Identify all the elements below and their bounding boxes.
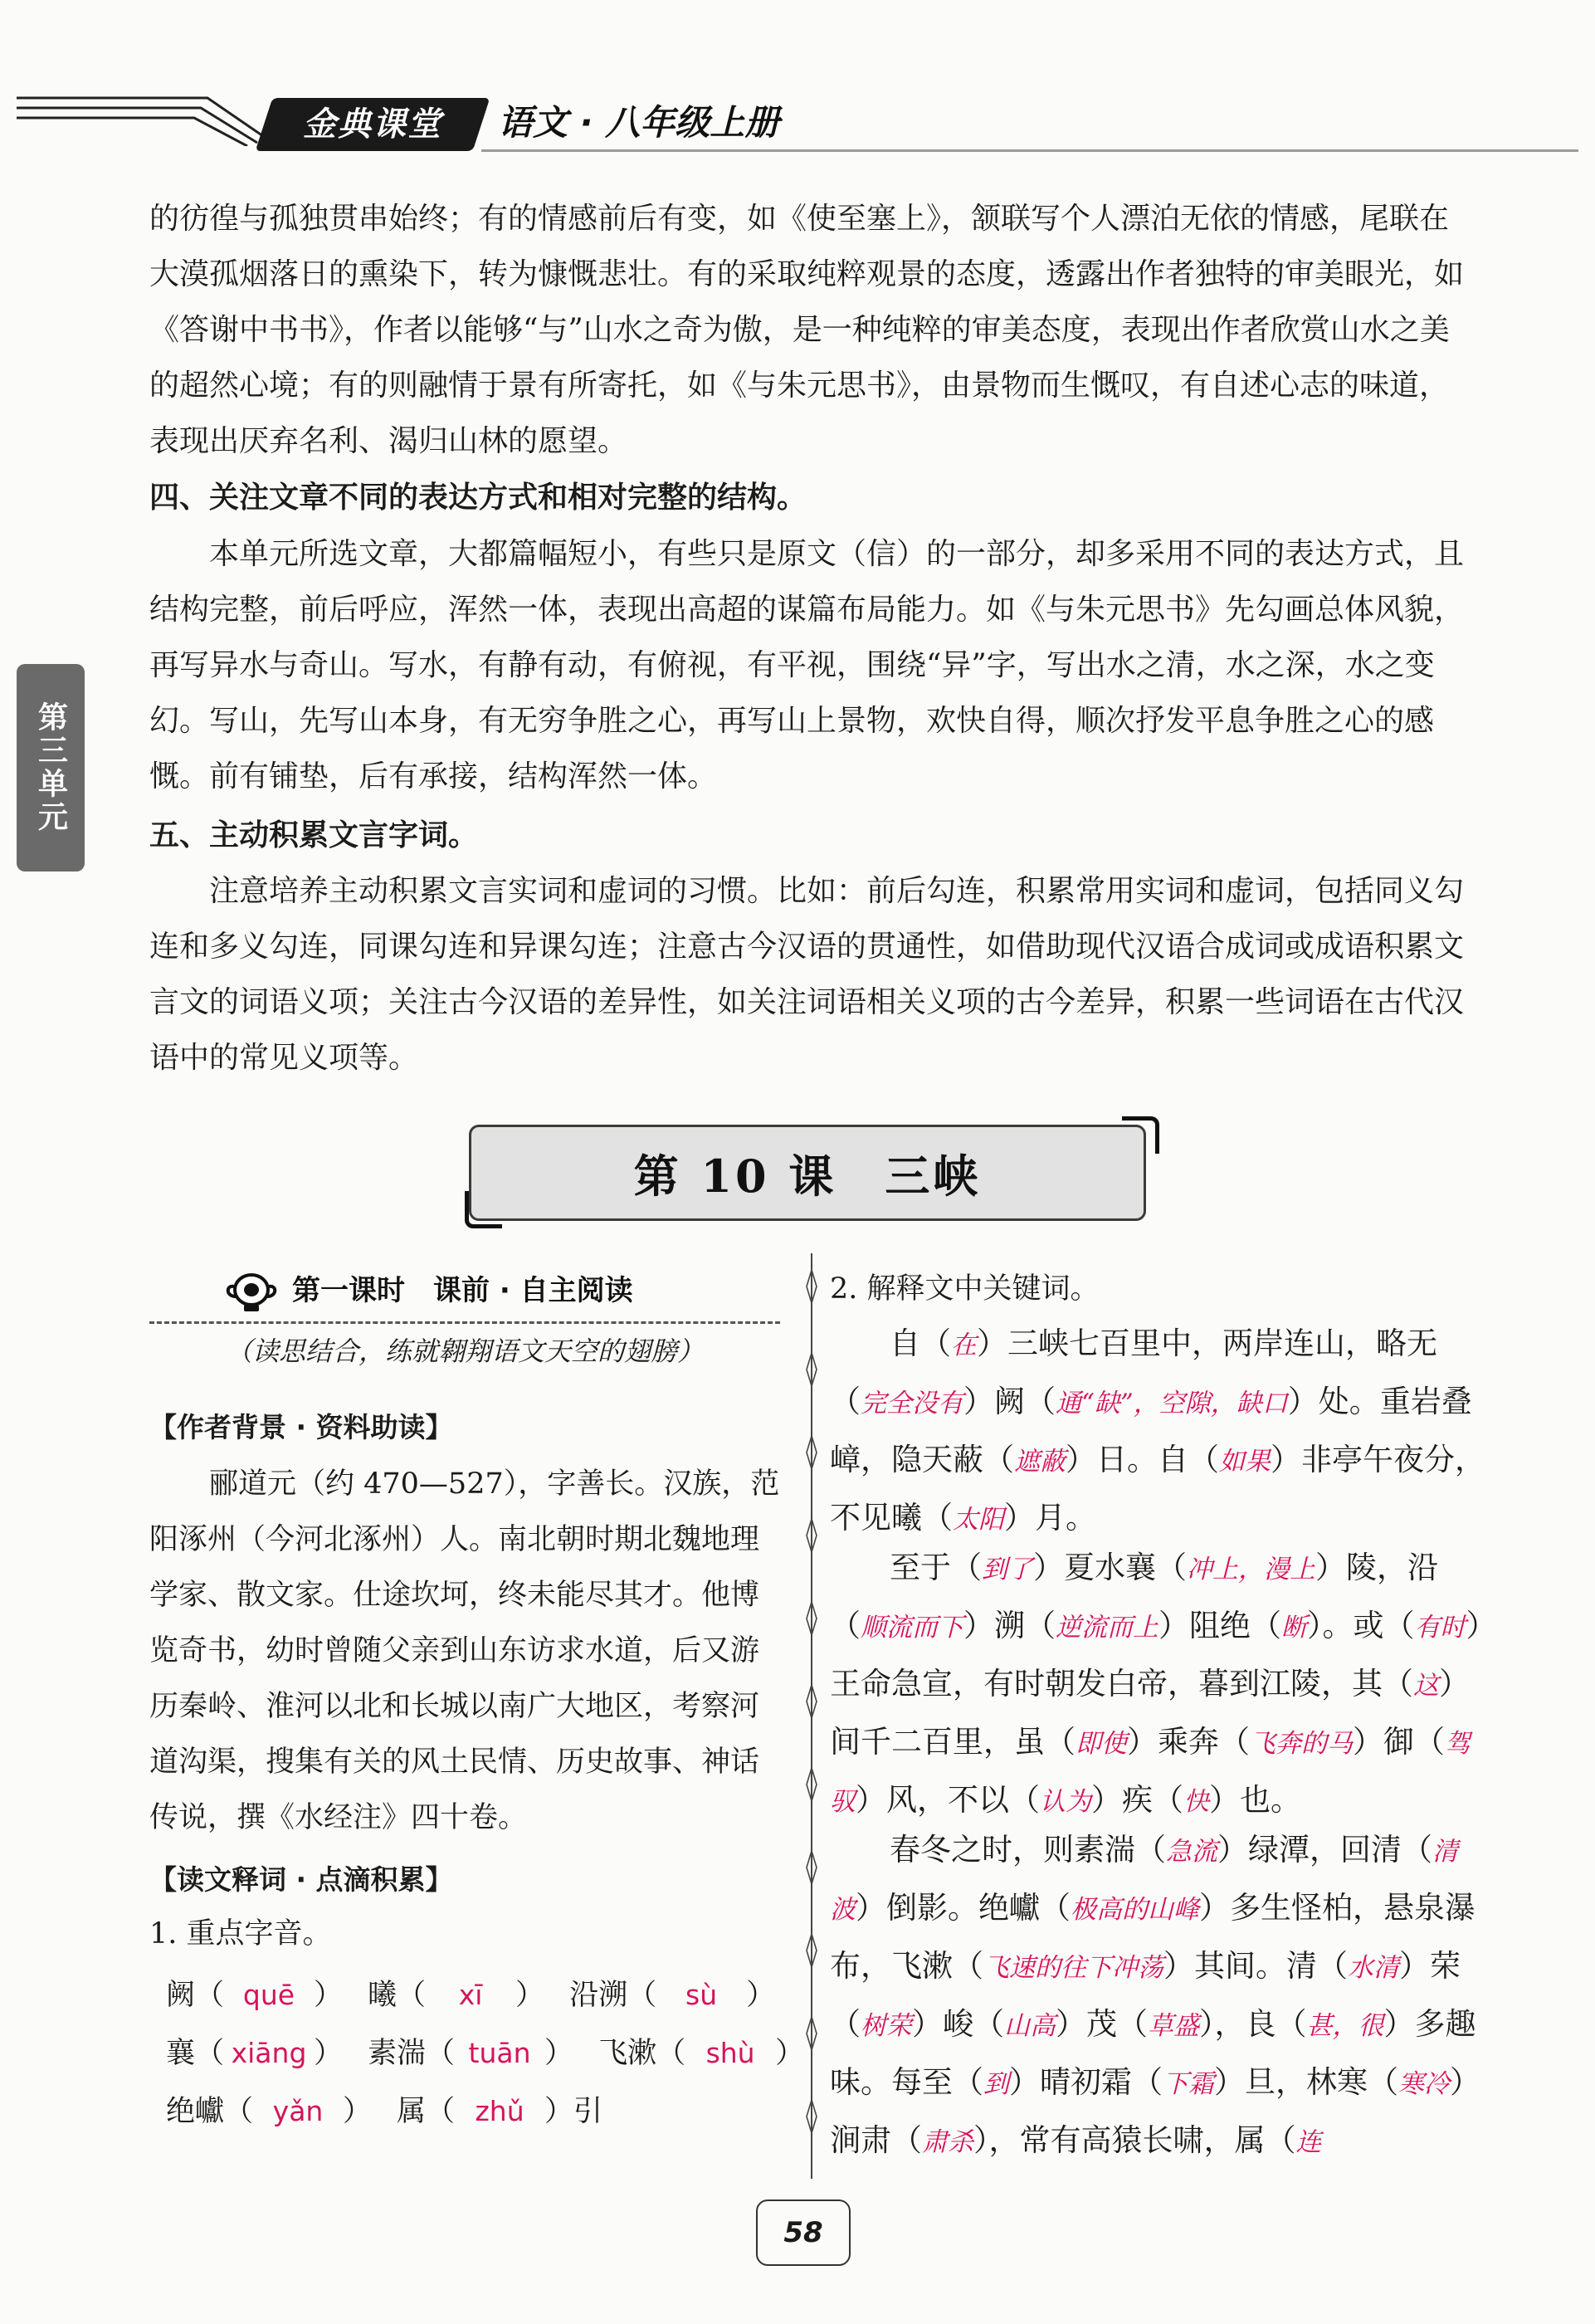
source-text: ）多生怪柏，悬泉瀑布，飞漱（ xyxy=(830,1890,1475,1984)
source-text: ）涧肃（ xyxy=(830,2064,1480,2158)
source-text: ）倒影。绝巘（ xyxy=(856,1890,1071,1926)
pinyin-answer: quē xyxy=(242,1979,295,2011)
answer-annotation: 树荣 xyxy=(861,2011,912,2041)
source-text: ）风，不以（ xyxy=(856,1782,1040,1818)
answer-annotation: 快 xyxy=(1183,1787,1209,1817)
answer-annotation: 有时 xyxy=(1414,1613,1466,1643)
answer-annotation: 冲上，漫上 xyxy=(1187,1555,1315,1584)
pinyin-answer: shù xyxy=(705,2037,755,2069)
answer-annotation: 到了 xyxy=(982,1555,1033,1584)
lesson-title: 第 10 课 三峡 xyxy=(469,1125,1146,1221)
pinyin-row xyxy=(166,2025,829,2082)
vocabulary-label: 【读文释词 · 点滴积累】 xyxy=(149,1863,453,1896)
motto: （读思结合，练就翱翔语文天空的翅膀） xyxy=(225,1335,704,1367)
answer-annotation: 甚，很 xyxy=(1306,2011,1384,2041)
pinyin-close: ） xyxy=(314,2037,344,2070)
pinyin-answer: sù xyxy=(685,1979,718,2011)
source-text: ）旦，林寒（ xyxy=(1214,2064,1398,2100)
page-number: 58 xyxy=(756,2200,851,2266)
source-text: ）。或（ xyxy=(1307,1608,1415,1643)
explanation-paragraph xyxy=(830,1822,1485,2170)
answer-annotation: 如果 xyxy=(1219,1447,1271,1477)
brand-name: 金典课堂 xyxy=(303,105,442,144)
answer-annotation: 水清 xyxy=(1348,1953,1399,1983)
answer-annotation: 肃杀 xyxy=(922,2127,973,2157)
source-text: ）王命急宣，有时朝发白帝，暮到江陵，其（ xyxy=(830,1608,1481,1702)
pinyin-close: ） xyxy=(343,2095,373,2128)
answer-annotation: 逆流而上 xyxy=(1056,1613,1158,1643)
source-text: ）峻（ xyxy=(912,2006,1004,2042)
source-text: ）夏水襄（ xyxy=(1033,1550,1187,1585)
author-background-label: 【作者背景 · 资料助读】 xyxy=(149,1411,453,1443)
source-text: ）月。 xyxy=(1004,1500,1096,1536)
pinyin-character: 阙（ xyxy=(166,1979,225,2012)
source-text: ），常有高猿长啸，属（ xyxy=(973,2122,1296,2158)
source-text: ）绿潭，回清（ xyxy=(1217,1832,1432,1868)
pinyin-close: ） xyxy=(515,1979,545,2012)
answer-annotation: 完全没有 xyxy=(861,1389,963,1418)
pinyin-close: ）引 xyxy=(544,2095,603,2128)
section-4-text: 本单元所选文章，大都篇幅短小，有些只是原文（信）的一部分，却多采用不同的表达方式，且结构完整，前后呼应，浑然一体，表现出高超的谋篇布局能力。如《与朱元思书》先勾画总体风貌，再写异水与奇山。写水，有静有动，有俯视，有平视，围绕“异”字，写出水之清，水之深，水之变幻。写山，先写山本身，有无穷争胜之心，再写山上景物，欢快自得，顺次抒发平息争胜之心的感慨。前有铺垫，后有承接，结构浑然一体。 xyxy=(149,537,1465,793)
source-text: ）间千二百里，虽（ xyxy=(830,1666,1470,1760)
source-text: ）也。 xyxy=(1209,1782,1301,1818)
title-corner-decor xyxy=(1122,1116,1159,1154)
source-text: ）其间。清（ xyxy=(1163,1948,1348,1984)
book-subject: 语文 · 八年级上册 xyxy=(498,102,780,143)
source-text: ）乘奔（ xyxy=(1127,1724,1250,1760)
source-text: ）三峡七百里中，两岸连山，略无（ xyxy=(830,1326,1437,1419)
section-5-heading: 五、主动积累文言字词。 xyxy=(149,818,479,852)
answer-annotation: 驾驭 xyxy=(830,1729,1471,1817)
source-text: ）御（ xyxy=(1353,1724,1445,1760)
source-text: ）疾（ xyxy=(1091,1782,1183,1818)
source-text: ）荣（ xyxy=(830,1948,1461,2042)
source-text: ）非亭午夜分，不见曦（ xyxy=(830,1442,1485,1536)
pinyin-item xyxy=(598,2025,804,2082)
pinyin-item xyxy=(166,2083,372,2140)
source-text: ）陵，沿（ xyxy=(830,1550,1438,1643)
pinyin-character: 沿溯（ xyxy=(569,1979,657,2012)
answer-annotation: 顺流而下 xyxy=(861,1613,963,1643)
pinyin-item xyxy=(368,2025,573,2082)
pinyin-answer: zhǔ xyxy=(475,2095,524,2127)
source-text: ）溯（ xyxy=(963,1608,1056,1643)
answer-annotation: 连 xyxy=(1295,2127,1322,2157)
title-corner-decor xyxy=(465,1191,502,1228)
pinyin-item xyxy=(368,1967,544,2024)
pinyin-answer: xiāng xyxy=(231,2037,307,2069)
answer-annotation: 飞速的往下冲荡 xyxy=(983,1953,1163,1983)
pinyin-item xyxy=(166,1967,343,2024)
pinyin-answer: yǎn xyxy=(272,2095,324,2127)
answer-annotation: 到 xyxy=(983,2069,1009,2099)
pinyin-answer: tuān xyxy=(468,2037,531,2069)
answer-annotation: 太阳 xyxy=(953,1505,1004,1535)
pinyin-row xyxy=(166,2083,627,2140)
pinyin-close: ） xyxy=(544,2037,574,2070)
lecture-heading: 第一课时 课前 · 自主阅读 xyxy=(292,1274,633,1307)
unit-side-tab: 第三单元 xyxy=(17,664,85,872)
answer-annotation: 通“缺”，空隙，缺口 xyxy=(1056,1389,1288,1418)
explanation-paragraph xyxy=(830,1540,1485,1830)
brand-badge xyxy=(256,98,490,151)
answer-annotation: 遮蔽 xyxy=(1014,1447,1066,1477)
source-text: ）阙（ xyxy=(963,1384,1056,1419)
trophy-icon xyxy=(224,1272,279,1313)
source-text: 自（ xyxy=(890,1326,951,1361)
question-1: 1. 重点字音。 xyxy=(149,1917,332,1950)
answer-annotation: 在 xyxy=(951,1330,977,1360)
pinyin-character: 曦（ xyxy=(368,1979,427,2012)
source-text: ），良（ xyxy=(1199,2006,1307,2042)
pinyin-item xyxy=(397,2083,602,2140)
dashed-rule xyxy=(149,1321,780,1324)
source-text: ）多趣味。每至（ xyxy=(830,2006,1476,2100)
pinyin-close: ） xyxy=(746,1979,776,2012)
section-5-text: 注意培养主动积累文言实词和虚词的习惯。比如：前后勾连，积累常用实词和虚词，包括同义勾连和多义勾连，同课勾连和异课勾连；注意古今汉语的贯通性，如借助现代汉语合成词或成语积累文言文的词语义项；关注古今汉语的差异性，如关注词语相关义项的古今差异，积累一些词语在古代汉语中的常见义项等。 xyxy=(149,874,1465,1075)
section-4-heading: 四、关注文章不同的表达方式和相对完整的结构。 xyxy=(149,481,807,515)
source-text: ）处。重岩叠嶂，隐天蔽（ xyxy=(830,1384,1472,1477)
pinyin-character: 属（ xyxy=(397,2095,456,2128)
source-text: 春冬之时，则素湍（ xyxy=(890,1832,1166,1868)
source-text: ）阻绝（ xyxy=(1158,1608,1281,1643)
pinyin-item xyxy=(166,2025,343,2082)
answer-annotation: 即使 xyxy=(1076,1729,1127,1759)
pinyin-character: 素湍（ xyxy=(368,2037,456,2070)
author-background-text: 郦道元（约 470—527），字善长。汉族，范阳涿州（今河北涿州）人。南北朝时期北魏地理学家、散文家。仕途坎坷，终未能尽其才。他博览奇书，幼时曾随父亲到山东访求水道，后又游历秦岭、淮河以北和长城以南广大地区，考察河道沟渠，搜集有关的风土民情、历史故事、神话传说，撰《水经注》四十卷。 xyxy=(149,1467,780,1834)
answer-annotation: 极高的山峰 xyxy=(1071,1895,1199,1925)
answer-annotation: 清波 xyxy=(830,1837,1458,1925)
answer-annotation: 断 xyxy=(1281,1613,1307,1643)
pinyin-close: ） xyxy=(775,2037,805,2070)
pinyin-row xyxy=(166,1967,800,2024)
pinyin-close: ） xyxy=(314,1979,344,2012)
explanation-paragraph xyxy=(830,1316,1485,1548)
question-2: 2. 解释文中关键词。 xyxy=(830,1272,1100,1306)
answer-annotation: 这 xyxy=(1413,1671,1439,1701)
source-text: ）日。自（ xyxy=(1066,1442,1219,1477)
answer-annotation: 山高 xyxy=(1004,2011,1056,2041)
source-text: ）茂（ xyxy=(1056,2006,1148,2042)
header-decor-lines xyxy=(17,88,282,146)
pinyin-character: 襄（ xyxy=(166,2037,225,2070)
answer-annotation: 急流 xyxy=(1166,1837,1217,1867)
header-rule xyxy=(481,149,1578,152)
pinyin-item xyxy=(569,1967,775,2024)
pinyin-character: 绝巘（ xyxy=(166,2095,254,2128)
answer-annotation: 寒冷 xyxy=(1398,2069,1450,2099)
answer-annotation: 认为 xyxy=(1040,1787,1091,1817)
intro-paragraph: 的彷徨与孤独贯串始终；有的情感前后有变，如《使至塞上》，颔联写个人漂泊无依的情感，尾联在大漠孤烟落日的熏染下，转为慷慨悲壮。有的采取纯粹观景的态度，透露出作者独特的审美眼光，如《答谢中书书》，作者以能够“与”山水之奇为傲，是一种纯粹的审美态度，表现出作者欣赏山水之美的超然心境；有的则融情于景有所寄托，如《与朱元思书》，由景物而生慨叹，有自述心志的味道，表现出厌弃名利、渴归山林的愿望。 xyxy=(149,202,1465,458)
pinyin-answer: xī xyxy=(458,1979,483,2011)
answer-annotation: 下霜 xyxy=(1163,2069,1214,2099)
pinyin-character: 飞漱（ xyxy=(598,2037,686,2070)
answer-annotation: 飞奔的马 xyxy=(1250,1729,1353,1759)
answer-annotation: 草盛 xyxy=(1148,2011,1199,2041)
source-text: 至于（ xyxy=(890,1550,982,1585)
source-text: ）晴初霜（ xyxy=(1009,2064,1163,2100)
